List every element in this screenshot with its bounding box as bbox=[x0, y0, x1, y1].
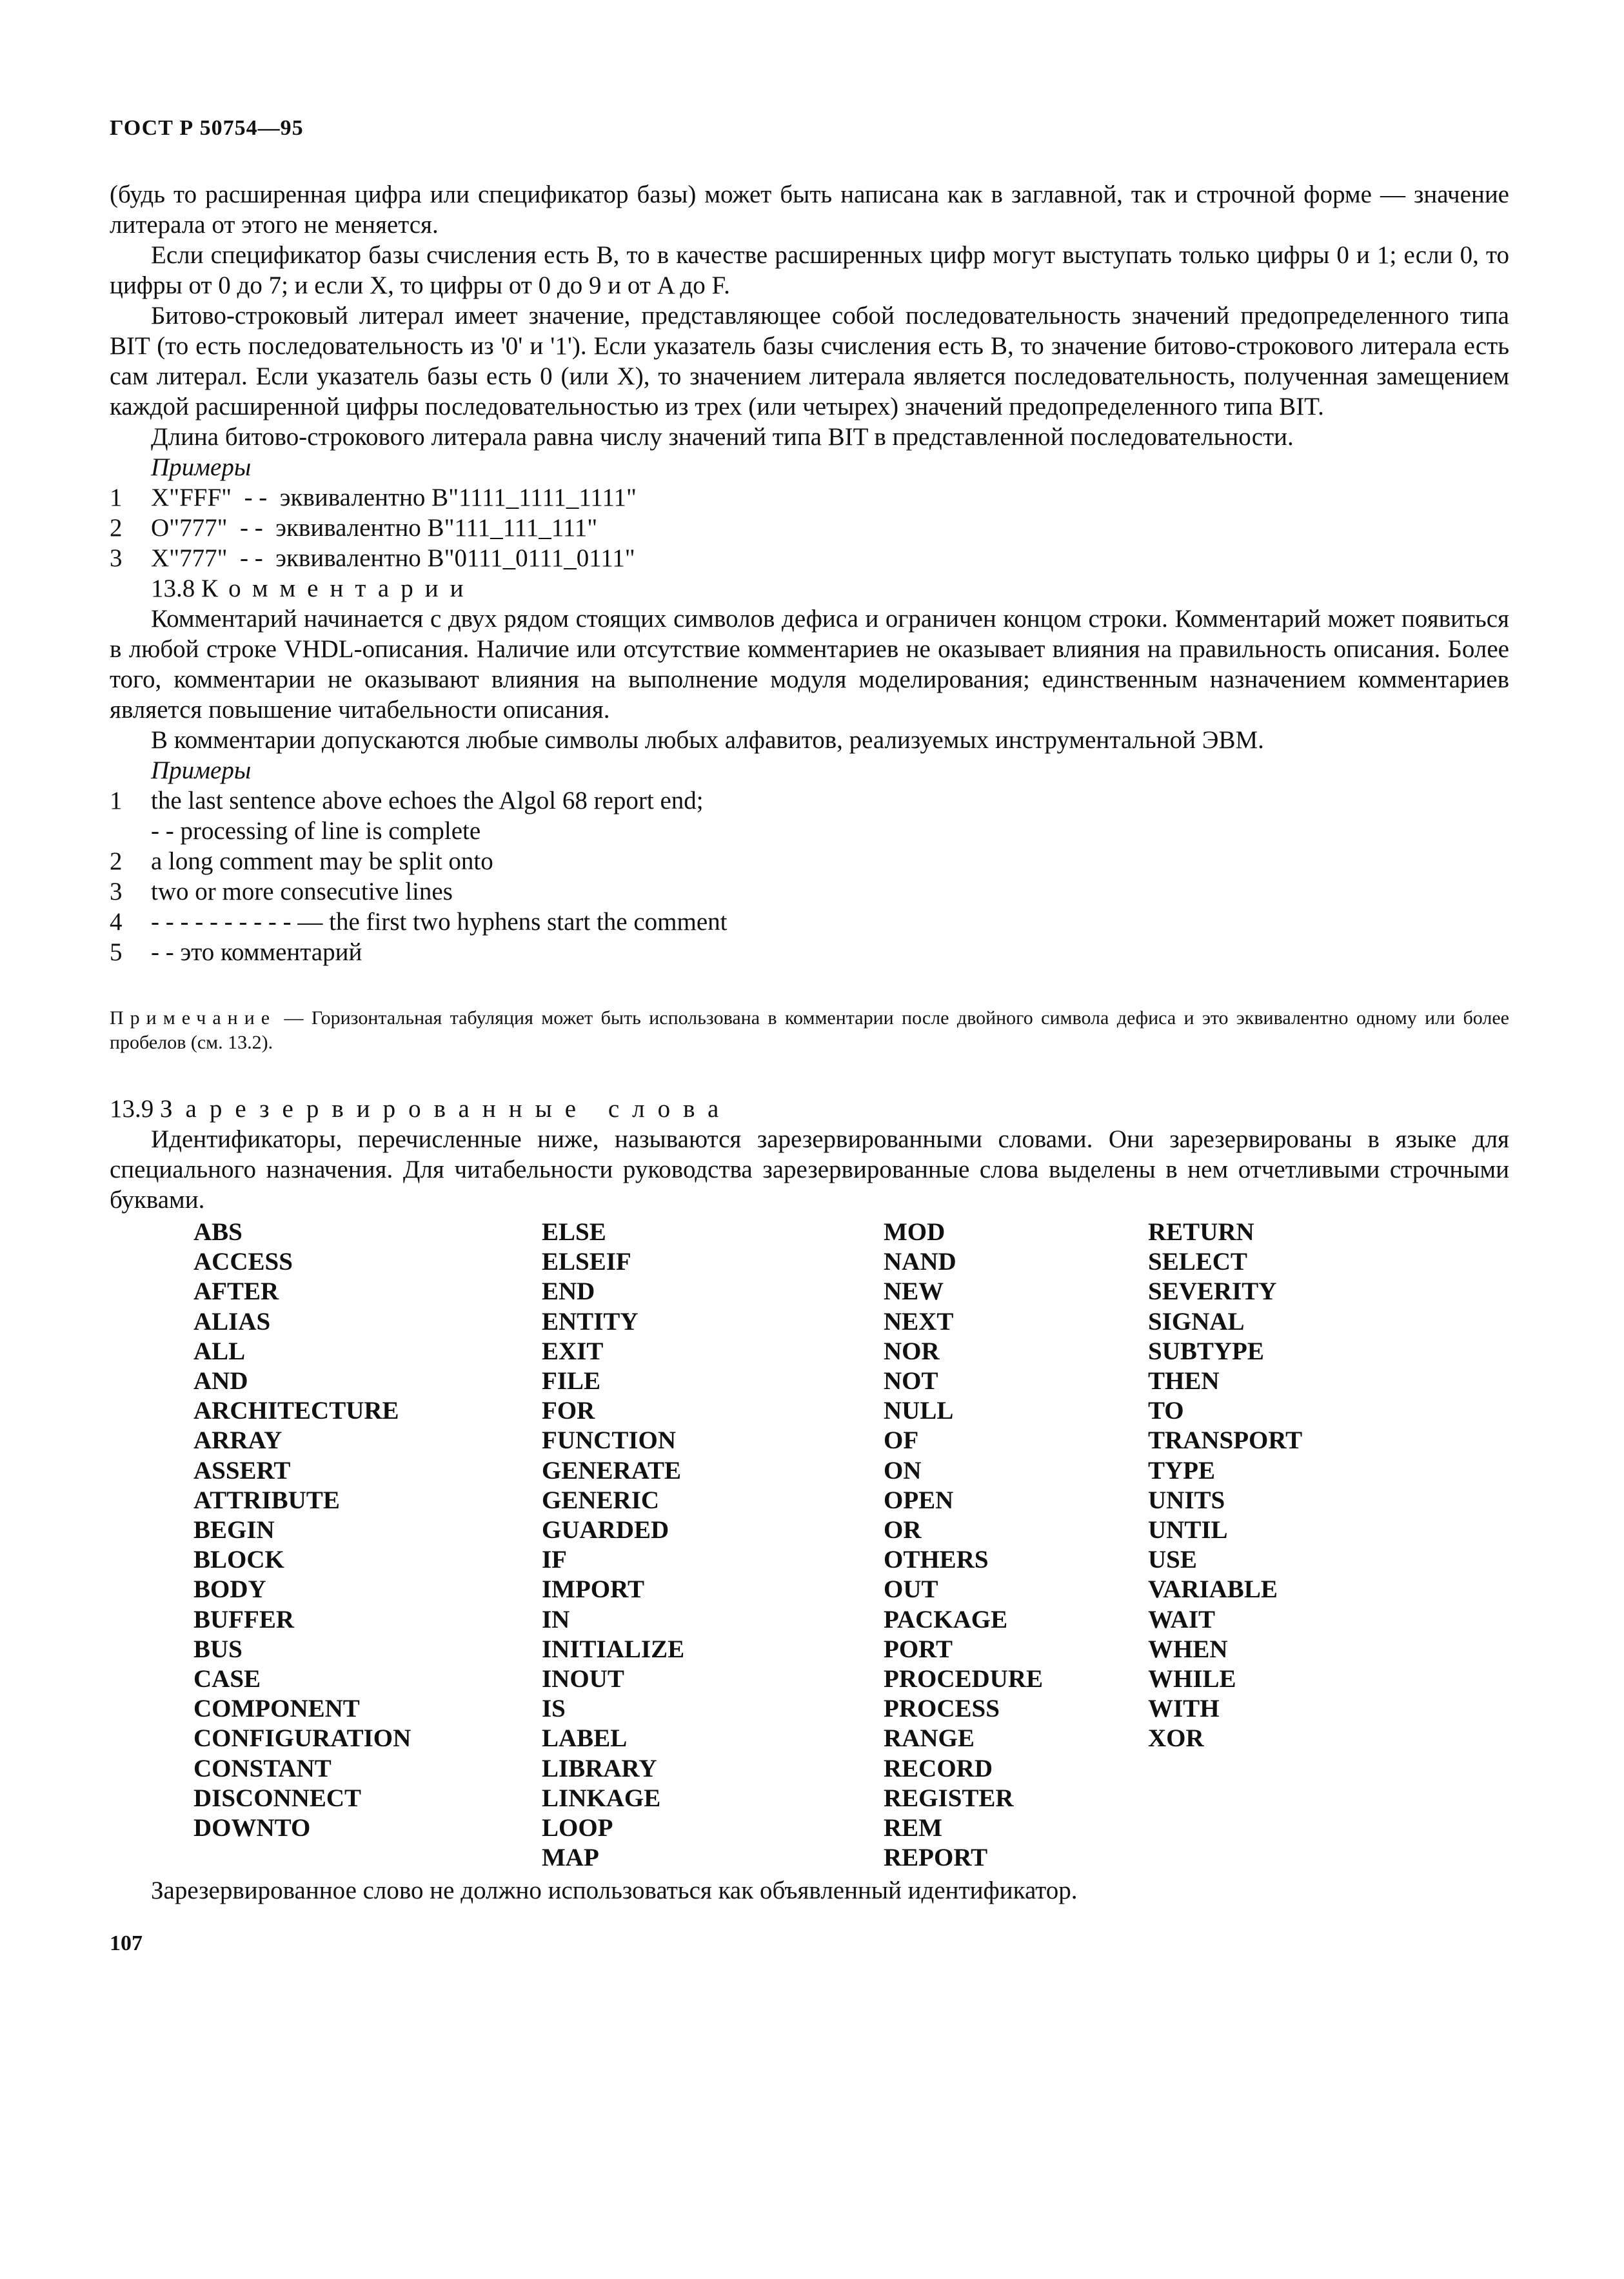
example-number bbox=[110, 816, 151, 846]
example-code: - - это комментарий bbox=[151, 938, 362, 966]
reserved-word: ON bbox=[884, 1456, 922, 1485]
reserved-word: IN bbox=[542, 1605, 570, 1633]
section-number: 13.9 bbox=[110, 1095, 154, 1123]
reserved-word: THEN bbox=[1148, 1367, 1220, 1396]
reserved-word: XOR bbox=[1148, 1724, 1204, 1753]
reserved-word: ALIAS bbox=[193, 1307, 271, 1336]
reserved-word: BEGIN bbox=[193, 1516, 275, 1544]
reserved-word: LINKAGE bbox=[542, 1784, 661, 1812]
section-number: 13.8 bbox=[151, 575, 195, 602]
reserved-word: NEW bbox=[884, 1278, 944, 1306]
section-title: Зарезервированные слова bbox=[160, 1095, 732, 1123]
example-row bbox=[110, 785, 1509, 816]
examples-list bbox=[110, 482, 1509, 573]
reserved-word: GENERATE bbox=[542, 1456, 681, 1485]
reserved-word: EXIT bbox=[542, 1337, 604, 1365]
note-text: — Горизонтальная табуляция может быть использована в комментарии после двойного символа дефиса и это эквивалентно одному или более пробелов (см. 13.2). bbox=[110, 1007, 1510, 1053]
reserved-word: SELECT bbox=[1148, 1248, 1247, 1276]
reserved-word: ELSEIF bbox=[542, 1248, 631, 1276]
reserved-words-column bbox=[542, 1218, 884, 1873]
reserved-word: REGISTER bbox=[884, 1784, 1014, 1812]
example-row bbox=[110, 876, 1509, 907]
reserved-word: COMPONENT bbox=[193, 1695, 360, 1723]
reserved-word: FUNCTION bbox=[542, 1426, 677, 1455]
paragraph: Если спецификатор базы счисления есть B, то в качестве расширенных цифр могут выступать только цифры 0 и 1; если 0, то цифры от 0 до 7; и если X, то цифры от 0 до 9 и от A до F. bbox=[110, 241, 1509, 299]
reserved-word: RETURN bbox=[1148, 1218, 1254, 1246]
example-code: the last sentence above echoes the Algol 68 report end; bbox=[151, 787, 704, 814]
example-number: 3 bbox=[110, 878, 123, 905]
example-code: a long comment may be split onto bbox=[151, 847, 493, 875]
example-code: X"777" - - эквивалентно B"0111_0111_0111" bbox=[151, 544, 635, 572]
example-row bbox=[110, 513, 1509, 543]
example-number: 1 bbox=[110, 484, 123, 511]
paragraph: Длина битово-строкового литерала равна числу значений типа BIT в представленной последовательности. bbox=[151, 423, 1294, 451]
example-row bbox=[110, 482, 1509, 513]
reserved-word: BODY bbox=[193, 1575, 266, 1604]
reserved-word: OF bbox=[884, 1426, 919, 1455]
reserved-word: AFTER bbox=[193, 1278, 279, 1306]
example-code: O"777" - - эквивалентно B"111_111_111" bbox=[151, 514, 598, 542]
example-number: 2 bbox=[110, 514, 123, 542]
reserved-word: TYPE bbox=[1148, 1456, 1216, 1485]
reserved-word: CONFIGURATION bbox=[193, 1724, 411, 1753]
example-row bbox=[110, 907, 1509, 937]
note-label: Примечание bbox=[110, 1007, 277, 1029]
reserved-word: ARCHITECTURE bbox=[193, 1397, 399, 1425]
reserved-word: NOT bbox=[884, 1367, 938, 1396]
reserved-word: ACCESS bbox=[193, 1248, 293, 1276]
reserved-word: CASE bbox=[193, 1665, 261, 1693]
reserved-word: TRANSPORT bbox=[1148, 1426, 1303, 1455]
reserved-word: VARIABLE bbox=[1148, 1575, 1278, 1604]
examples-label: Примеры bbox=[151, 453, 252, 481]
reserved-word: PROCESS bbox=[884, 1695, 1000, 1723]
paragraph: В комментарии допускаются любые символы любых алфавитов, реализуемых инструментальной ЭВМ. bbox=[151, 726, 1264, 754]
reserved-word: GENERIC bbox=[542, 1486, 660, 1514]
page-number: 107 bbox=[110, 1931, 143, 1956]
reserved-word: REPORT bbox=[884, 1844, 988, 1872]
spacer bbox=[110, 1055, 1509, 1094]
example-number: 5 bbox=[110, 938, 123, 966]
document-page bbox=[110, 116, 1509, 1956]
reserved-word: LABEL bbox=[542, 1724, 628, 1753]
example-code: - - - - - - - - - - — the first two hyphens start the comment bbox=[151, 908, 728, 936]
example-row bbox=[110, 846, 1509, 876]
reserved-word: GUARDED bbox=[542, 1516, 669, 1544]
reserved-word: DOWNTO bbox=[193, 1814, 311, 1842]
reserved-word: NAND bbox=[884, 1248, 956, 1276]
reserved-word: LOOP bbox=[542, 1814, 613, 1842]
reserved-word: ELSE bbox=[542, 1218, 606, 1246]
reserved-word: SEVERITY bbox=[1148, 1278, 1277, 1306]
reserved-word: OUT bbox=[884, 1575, 938, 1604]
document-header: ГОСТ Р 50754—95 bbox=[110, 116, 304, 140]
reserved-word: UNITS bbox=[1148, 1486, 1225, 1514]
example-code: - - processing of line is complete bbox=[151, 817, 481, 845]
reserved-word: INOUT bbox=[542, 1665, 624, 1693]
reserved-word: AND bbox=[193, 1367, 248, 1396]
reserved-words-column bbox=[884, 1218, 1148, 1873]
reserved-word: PORT bbox=[884, 1635, 953, 1663]
reserved-word: ASSERT bbox=[193, 1456, 291, 1485]
reserved-word: OTHERS bbox=[884, 1546, 989, 1574]
reserved-word: SIGNAL bbox=[1148, 1307, 1245, 1336]
reserved-word: CONSTANT bbox=[193, 1754, 332, 1782]
example-number: 3 bbox=[110, 544, 123, 572]
example-row bbox=[110, 543, 1509, 573]
examples-label: Примеры bbox=[151, 756, 252, 784]
reserved-word: WHILE bbox=[1148, 1665, 1236, 1693]
paragraph: Идентификаторы, перечисленные ниже, называются зарезервированными словами. Они зарезервированы в языке для специального назначения. Для читабельности руководства зарезервированные слова выделены в нем отчетливыми строчными буквами. bbox=[110, 1125, 1509, 1214]
reserved-word: ATTRIBUTE bbox=[193, 1486, 340, 1514]
paragraph: Битово-строковый литерал имеет значение, представляющее собой последовательность значений предопределенного типа BIT (то есть последовательность из '0' и '1'). Если указатель базы счисления есть B, то значение битово-строкового литерала есть сам литерал. Если указатель базы есть 0 (или X), то значением литерала является последовательность, полученная замещением каждой расширенной цифры последовательностью из трех (или четырех) значений предопределенного типа BIT. bbox=[110, 302, 1509, 420]
example-row bbox=[110, 816, 1509, 846]
reserved-word: IF bbox=[542, 1546, 567, 1574]
reserved-word: PROCEDURE bbox=[884, 1665, 1044, 1693]
section-title: Комментарии bbox=[201, 575, 475, 602]
reserved-word: TO bbox=[1148, 1397, 1184, 1425]
reserved-word: DISCONNECT bbox=[193, 1784, 362, 1812]
reserved-word: PACKAGE bbox=[884, 1605, 1008, 1633]
reserved-word: OR bbox=[884, 1516, 922, 1544]
reserved-word: WITH bbox=[1148, 1695, 1220, 1723]
paragraph: Комментарий начинается с двух рядом стоящих символов дефиса и ограничен концом строки. Комментарий может появиться в любой строке VHDL-описания. Наличие или отсутствие комментариев не оказывает влияния на правильность описания. Более того, комментарии не оказывают влияния на выполнение модуля моделирования; единственным назначением комментариев является повышение читабельности описания. bbox=[110, 605, 1509, 724]
reserved-word: MAP bbox=[542, 1844, 599, 1872]
reserved-word: BUFFER bbox=[193, 1605, 294, 1633]
reserved-word: IMPORT bbox=[542, 1575, 644, 1604]
reserved-word: NEXT bbox=[884, 1307, 954, 1336]
reserved-word: UNTIL bbox=[1148, 1516, 1228, 1544]
reserved-words-column bbox=[193, 1218, 542, 1873]
example-number: 1 bbox=[110, 787, 123, 814]
reserved-word: INITIALIZE bbox=[542, 1635, 685, 1663]
reserved-word: USE bbox=[1148, 1546, 1197, 1574]
reserved-word: RECORD bbox=[884, 1754, 993, 1782]
reserved-word: FOR bbox=[542, 1397, 595, 1425]
reserved-word: ALL bbox=[193, 1337, 246, 1365]
reserved-word: ARRAY bbox=[193, 1426, 282, 1455]
reserved-word: OPEN bbox=[884, 1486, 954, 1514]
reserved-word: ENTITY bbox=[542, 1307, 639, 1336]
reserved-word: MOD bbox=[884, 1218, 946, 1246]
paragraph: (будь то расширенная цифра или спецификатор базы) может быть написана как в заглавной, так и строчной форме — значение литерала от этого не меняется. bbox=[110, 181, 1509, 239]
example-number: 2 bbox=[110, 847, 123, 875]
examples-list bbox=[110, 785, 1509, 967]
reserved-words-table bbox=[193, 1218, 1509, 1873]
reserved-word: WHEN bbox=[1148, 1635, 1228, 1663]
example-number: 4 bbox=[110, 908, 123, 936]
reserved-word: WAIT bbox=[1148, 1605, 1216, 1633]
reserved-word: NULL bbox=[884, 1397, 954, 1425]
reserved-word: ABS bbox=[193, 1218, 243, 1246]
section-heading-13-9 bbox=[110, 1094, 1509, 1124]
example-code: two or more consecutive lines bbox=[151, 878, 453, 905]
example-code: X"FFF" - - эквивалентно B"1111_1111_1111" bbox=[151, 484, 637, 511]
example-row bbox=[110, 937, 1509, 967]
reserved-word: BLOCK bbox=[193, 1546, 284, 1574]
closing-paragraph: Зарезервированное слово не должно использоваться как объявленный идентификатор. bbox=[151, 1877, 1078, 1905]
note bbox=[110, 1006, 1509, 1055]
reserved-word: LIBRARY bbox=[542, 1754, 657, 1782]
reserved-word: REM bbox=[884, 1814, 942, 1842]
section-heading-13-8 bbox=[110, 573, 1509, 604]
reserved-word: END bbox=[542, 1278, 595, 1306]
reserved-word: NOR bbox=[884, 1337, 940, 1365]
reserved-words-column bbox=[1148, 1218, 1419, 1873]
reserved-word: FILE bbox=[542, 1367, 601, 1396]
reserved-word: RANGE bbox=[884, 1724, 975, 1753]
reserved-word: SUBTYPE bbox=[1148, 1337, 1264, 1365]
reserved-word: IS bbox=[542, 1695, 566, 1723]
reserved-word: BUS bbox=[193, 1635, 243, 1663]
